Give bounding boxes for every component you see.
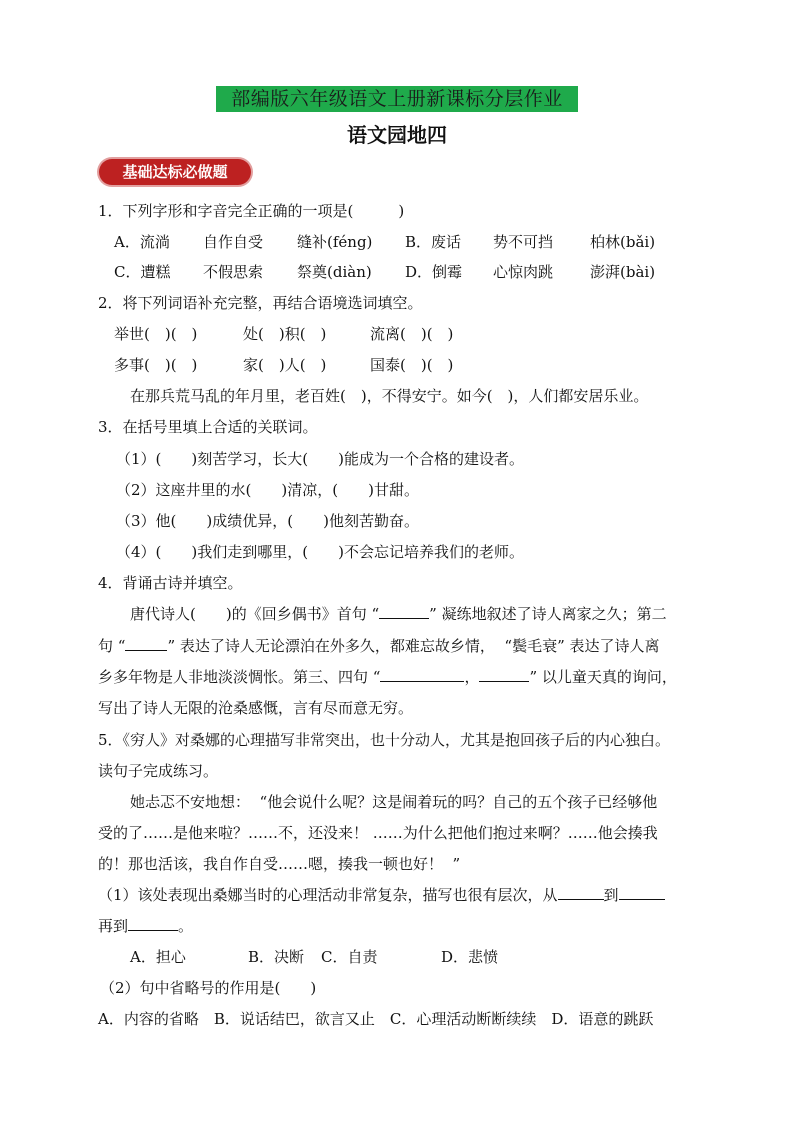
q5-quote-line-1: 她忐忑不安地想： “他会说什么呢？这是闹着玩的吗？自己的五个孩子已经够他	[130, 793, 658, 811]
q5-text: 。	[178, 917, 194, 935]
q4-text: ，	[464, 668, 480, 686]
q1-option-c-word2: 不假思索	[203, 263, 264, 281]
q4-text: 乡多年物是人非地淡淡惆怅。第三、四句 “	[98, 668, 381, 686]
q1-option-d-word3: 澎湃(bài)	[590, 263, 656, 281]
q5-sub2-options: A．内容的省略 B．说话结巴，欲言又止 C．心理活动断断续续 D．语意的跳跃	[98, 1010, 654, 1028]
q5-sub1-option-c: C．自责	[321, 948, 378, 966]
q2-idiom-4: 多事( )( )	[114, 356, 198, 374]
q3-item-1: （1）( )刻苦学习，长大( )能成为一个合格的建设者。	[116, 450, 524, 468]
section-badge: 基础达标必做题	[99, 159, 251, 185]
q5-sub1-option-b: B．决断	[248, 948, 305, 966]
q1-option-b-word3: 柏林(bǎi)	[590, 233, 656, 251]
q1-option-b-word2: 势不可挡	[493, 233, 554, 251]
q5-answer-blank-2[interactable]	[619, 885, 665, 900]
q3-item-3: （3）他( )成绩优异，( )他刻苦勤奋。	[116, 512, 419, 530]
q4-text: ” 表达了诗人无论漂泊在外多久，都难忘故乡情， “鬓毛衰” 表达了诗人离	[167, 637, 660, 655]
q4-text: 句 “	[98, 637, 126, 655]
q5-text: 到	[603, 886, 619, 904]
q4-answer-blank-2[interactable]	[125, 636, 167, 651]
q1-option-a-word2: 自作自受	[203, 233, 264, 251]
q4-paragraph-line-3	[98, 667, 677, 687]
q5-stem-line-2: 读句子完成练习。	[98, 762, 219, 780]
q4-text: ” 以儿童天真的询问，	[529, 668, 677, 686]
q2-idiom-5: 家( )人( )	[243, 356, 327, 374]
q1-option-b-word1: B．废话	[405, 233, 462, 251]
q5-answer-blank-3[interactable]	[128, 916, 178, 931]
q2-context-sentence: 在那兵荒马乱的年月里，老百姓( )，不得安宁。如今( )，人们都安居乐业。	[130, 387, 649, 405]
q1-option-c-word1: C．遭糕	[114, 263, 171, 281]
q5-text: （1）该处表现出桑娜当时的心理活动非常复杂，描写也很有层次，从	[98, 886, 558, 904]
q2-idiom-1: 举世( )( )	[114, 325, 198, 343]
q5-quote-line-3: 的！那也活该，我自作自受……嗯，揍我一顿也好！ ”	[98, 855, 461, 873]
q5-sub1-option-d: D．悲愤	[441, 948, 499, 966]
q4-answer-blank-3[interactable]	[380, 667, 464, 682]
q5-sub1-option-a: A．担心	[130, 948, 186, 966]
q5-sub1-line-2	[98, 916, 193, 936]
q3-item-4: （4）( )我们走到哪里，( )不会忘记培养我们的老师。	[116, 543, 524, 561]
q4-paragraph-line-1	[130, 604, 667, 624]
q3-item-2: （2）这座井里的水( )清凉，( )甘甜。	[116, 481, 419, 499]
q4-answer-blank-1[interactable]	[379, 604, 429, 619]
q1-option-d-word1: D．倒霉	[405, 263, 463, 281]
q1-option-c-word3: 祭奠(diàn)	[297, 263, 372, 281]
q1-stem: 1．下列字形和字音完全正确的一项是( )	[98, 202, 405, 220]
q4-paragraph-line-2	[98, 636, 660, 656]
q4-paragraph-line-4: 写出了诗人无限的沧桑感慨，言有尽而意无穷。	[98, 699, 414, 717]
q4-text: 唐代诗人( )的《回乡偶书》首句 “	[130, 605, 380, 623]
q5-stem-line-1: 5．《穷人》对桑娜的心理描写非常突出，也十分动人，尤其是抱回孩子后的内心独白。	[98, 731, 671, 749]
q1-option-a-word1: A．流淌	[114, 233, 170, 251]
q4-stem: 4．背诵古诗并填空。	[98, 574, 243, 592]
q5-answer-blank-1[interactable]	[558, 885, 604, 900]
q2-idiom-2: 处( )积( )	[243, 325, 327, 343]
q5-sub1-line-1	[98, 885, 665, 905]
page-banner: 部编版六年级语文上册新课标分层作业	[216, 86, 578, 112]
q4-answer-blank-4[interactable]	[479, 667, 529, 682]
q2-stem: 2．将下列词语补充完整，再结合语境选词填空。	[98, 294, 423, 312]
q1-option-d-word2: 心惊肉跳	[493, 263, 554, 281]
page-title: 语文园地四	[347, 123, 447, 147]
q5-text: 再到	[98, 917, 129, 935]
q2-idiom-6: 国泰( )( )	[370, 356, 454, 374]
q1-option-a-word3: 缝补(féng)	[297, 233, 373, 251]
q5-sub2-stem: （2）句中省略号的作用是( )	[100, 979, 317, 997]
q4-text: ” 凝练地叙述了诗人离家之久；第二	[429, 605, 667, 623]
q2-idiom-3: 流离( )( )	[370, 325, 454, 343]
q5-quote-line-2: 受的了……是他来啦？……不，还没来！ ……为什么把他们抱过来啊？……他会揍我	[98, 824, 658, 842]
q3-stem: 3．在括号里填上合适的关联词。	[98, 418, 318, 436]
